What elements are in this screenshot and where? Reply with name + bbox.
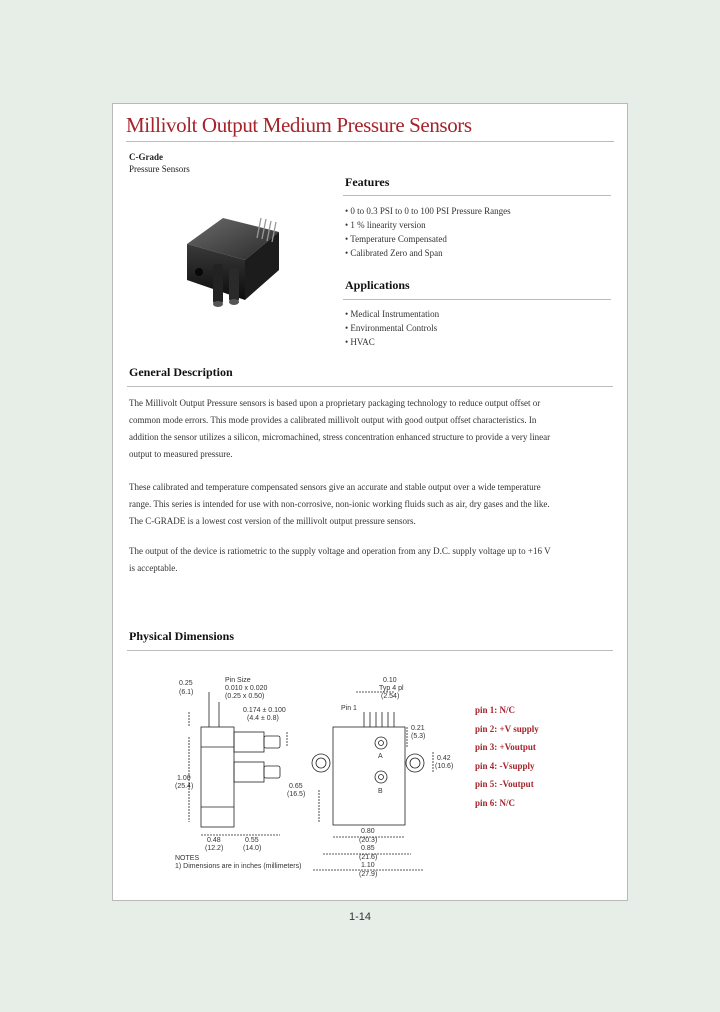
dim-label: (0.25 x 0.50) [225, 693, 265, 700]
pin-item: pin 2: +V supply [475, 723, 539, 734]
pin-item: pin 3: +Voutput [475, 742, 536, 753]
dim-label: Pin Size [225, 677, 251, 684]
general-description-heading: General Description [129, 365, 233, 379]
dim-label: 0.174 ± 0.100 [243, 707, 286, 714]
dim-label: 0.21 [411, 725, 425, 732]
dim-label: 0.48 [207, 837, 221, 844]
dim-label: (12.2) [205, 845, 224, 852]
port-label: A [378, 753, 383, 760]
applications-heading: Applications [345, 278, 410, 292]
physical-dimensions-heading: Physical Dimensions [129, 629, 235, 643]
pin-item: pin 4: -Vsupply [475, 760, 535, 771]
dim-label: 0.25 [179, 680, 193, 687]
list-item: • Medical Instrumentation [345, 309, 440, 319]
list-item: • Environmental Controls [345, 323, 438, 333]
description-paragraph-1: The Millivolt Output Pressure sensors is based upon a proprietary packaging technology to reduce output offset or common mode errors. This mode provides a calibrated millivolt output with good output offset characteristics. In addition the sensor utilizes a silicon, micromachined, stress concentration enhanced structure to provide a very linear output to measured pressure. [129, 398, 551, 459]
description-paragraph-3: The output of the device is ratiometric to the supply voltage and operation from any D.C. supply voltage up to +16 V is acceptable. [129, 546, 551, 573]
list-item: • 0 to 0.3 PSI to 0 to 100 PSI Pressure Ranges [345, 206, 511, 216]
dim-label: (16.5) [287, 791, 306, 798]
dim-label: (14.0) [243, 845, 262, 852]
dim-label: 0.010 x 0.020 [225, 685, 268, 692]
page-number: 1-14 [348, 911, 372, 923]
general-divider [127, 386, 613, 387]
list-item: • Temperature Compensated [345, 234, 447, 244]
sensor-photo [175, 204, 295, 314]
grade-label: C-Grade [129, 152, 163, 162]
dim-label: (10.6) [435, 763, 454, 770]
dim-label: Pin 1 [341, 705, 357, 712]
pin-item: pin 1: N/C [475, 705, 516, 715]
dim-label: Typ 4 pl [379, 685, 404, 692]
pin-item: pin 6: N/C [475, 797, 516, 808]
features-divider [343, 195, 611, 196]
dim-label: (2.54) [381, 693, 400, 700]
dim-label: 0.55 [245, 837, 259, 844]
dim-label: (25.4) [175, 783, 194, 790]
pin-item: pin 5: -Voutput [475, 779, 534, 790]
datasheet-page [112, 103, 628, 901]
list-item: • 1 % linearity version [345, 220, 426, 230]
dim-label: 0.10 [383, 677, 397, 684]
dim-label: 0.80 [361, 828, 375, 835]
dim-label: 0.65 [289, 783, 303, 790]
page-title: Millivolt Output Medium Pressure Sensors [126, 113, 472, 137]
pinout-list [475, 701, 539, 813]
dim-label: (6.1) [179, 689, 194, 696]
dim-label: 1.00 [177, 775, 191, 782]
dim-label: (27.9) [359, 871, 378, 878]
description-paragraph-2: These calibrated and temperature compensated sensors give an accurate and stable output over a wide temperature range. This series is intended for use with non-corrosive, non-ionic working fluids such as air, dry gases and the like. The C-GRADE is a lowest cost version of the millivolt output pressure sensors. [129, 482, 550, 526]
port-label: B [378, 788, 383, 795]
features-heading: Features [345, 175, 390, 189]
physical-divider [127, 650, 613, 651]
dim-label: (21.6) [359, 854, 378, 861]
dim-label: (4.4 ± 0.8) [247, 715, 279, 722]
dim-label: 1.10 [361, 862, 375, 869]
applications-list [345, 307, 439, 349]
dim-label: 0.85 [361, 845, 375, 852]
list-item: • HVAC [345, 337, 375, 347]
dim-label: (5.3) [411, 733, 426, 740]
dim-label: 0.42 [437, 755, 451, 762]
notes-text: 1) Dimensions are in inches (millimeters) [175, 863, 302, 870]
notes-label: NOTES [175, 855, 200, 862]
applications-divider [343, 299, 611, 300]
dimension-drawing [171, 672, 471, 882]
list-item: • Calibrated Zero and Span [345, 248, 443, 258]
grade-sublabel: Pressure Sensors [129, 164, 190, 174]
title-divider [126, 141, 614, 142]
dim-label: (20.3) [359, 837, 378, 844]
features-list [345, 204, 511, 260]
